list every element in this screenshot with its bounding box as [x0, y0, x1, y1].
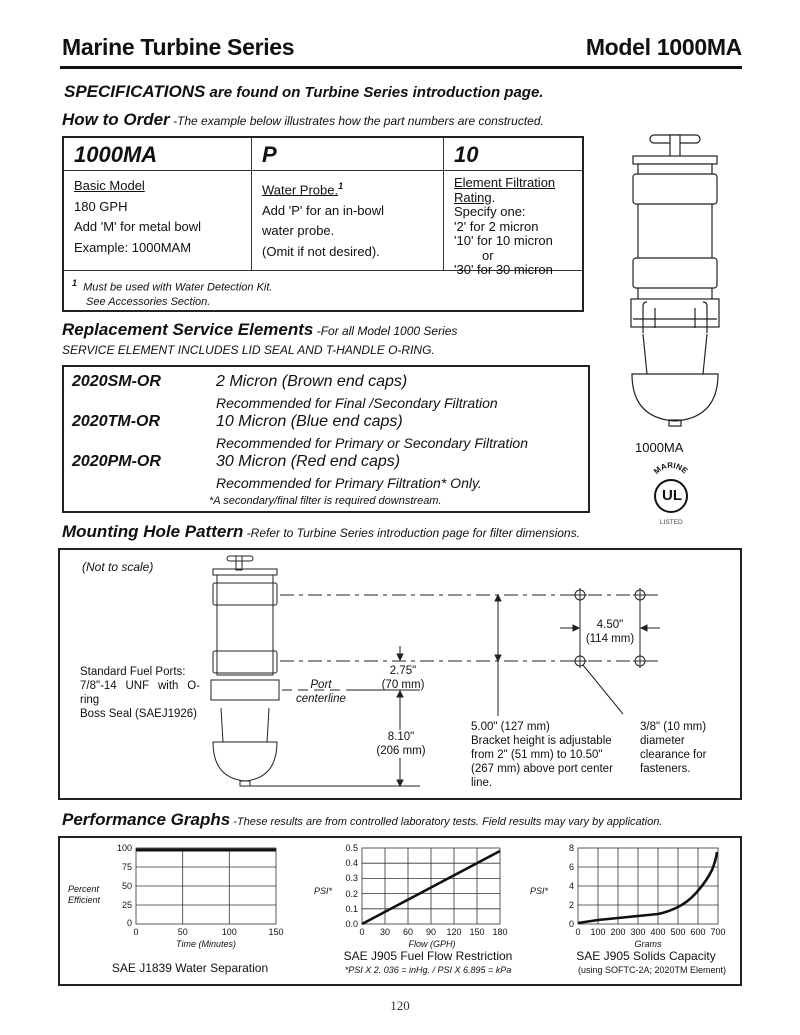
element-code: 2020PM-OR	[72, 453, 161, 470]
x-tick: 150	[469, 927, 485, 937]
rating-specify: Specify one:	[454, 204, 526, 219]
x-tick: 0	[359, 927, 365, 937]
y-tick: 0	[126, 918, 132, 928]
replacement-heading	[62, 320, 457, 340]
rating-2-micron: '2' for 2 micron	[454, 218, 539, 234]
mounting-title: Mounting Hole Pattern	[62, 522, 244, 541]
replacement-subtitle: -For all Model 1000 Series	[313, 324, 458, 338]
model-metal-bowl: Add 'M' for metal bowl	[74, 219, 202, 234]
fuel-ports-line-1: Standard Fuel Ports:	[80, 666, 186, 678]
order-code-model: 1000MA	[74, 142, 158, 167]
chart-title: SAE J905 Fuel Flow Restriction	[343, 949, 513, 963]
element-desc: 10 Micron (Blue end caps)	[216, 413, 403, 430]
x-tick: 100	[590, 927, 606, 937]
y-axis-label: PSI*	[314, 886, 333, 896]
y-tick: 0.5	[345, 843, 358, 853]
probe-line-1: Add 'P' for an in-bowl	[262, 202, 385, 218]
bracket-line-5: line.	[471, 777, 493, 789]
specifications-text: are found on Turbine Series introduction page.	[205, 84, 544, 101]
hole-note	[640, 720, 706, 776]
order-cell-probe	[262, 176, 384, 262]
dim-275-in: 2.75"	[389, 665, 417, 677]
replacement-title: Replacement Service Elements	[62, 320, 314, 339]
bracket-line-2: Bracket height is adjustable	[471, 735, 612, 747]
ul-marine-listed-icon	[646, 460, 696, 528]
x-tick: 150	[268, 927, 284, 937]
hole-line-4: fasteners.	[640, 763, 691, 775]
water-probe-heading	[262, 176, 384, 201]
series-title: Marine Turbine Series	[62, 34, 295, 60]
y-tick: 6	[568, 862, 574, 872]
specifications-label: SPECIFICATIONS	[64, 82, 206, 101]
performance-title: Performance Graphs	[62, 810, 231, 829]
x-axis-label: Time (Minutes)	[176, 939, 236, 949]
bracket-note	[471, 720, 613, 790]
rating-10-micron: '10' for 10 micron	[454, 233, 553, 248]
element-desc: 2 Micron (Brown end caps)	[216, 373, 408, 390]
footnote-line-2: See Accessories Section.	[86, 295, 211, 308]
x-tick: 600	[690, 927, 706, 937]
water-separation-chart	[60, 838, 290, 984]
order-code-probe: P	[262, 142, 277, 167]
x-tick: 60	[402, 927, 414, 937]
capacity-curve	[578, 852, 717, 923]
dim-450	[585, 618, 635, 646]
water-probe-footnote-ref: 1	[338, 181, 344, 191]
fuel-ports-line-2: 7/8"-14 UNF with O-ring	[80, 680, 200, 706]
probe-line-3: (Omit if not desired).	[262, 243, 380, 259]
fuel-ports-note	[80, 665, 200, 721]
port-centerline-label	[296, 678, 346, 706]
bracket-line-3: from 2" (51 mm) to 10.50"	[471, 749, 603, 761]
rating-30-micron: '30' for 30 micron	[454, 262, 553, 277]
hole-line-1: 3/8" (10 mm)	[640, 721, 707, 733]
y-tick: 50	[121, 881, 132, 891]
filter-illustration	[600, 128, 750, 428]
order-code-rating: 10	[454, 142, 479, 167]
hole-line-2: diameter	[640, 735, 685, 747]
model-example: Example: 1000MAM	[74, 239, 192, 255]
mounting-subtitle: -Refer to Turbine Series introduction page for filter dimensions.	[243, 526, 580, 540]
x-tick: 90	[425, 927, 437, 937]
solids-capacity-chart	[516, 838, 742, 984]
dim-810	[373, 730, 429, 758]
order-cell-rating	[454, 176, 555, 278]
dim-450-in: 4.50"	[596, 619, 624, 631]
y-axis-label: PSI*	[530, 886, 549, 896]
centerline-label: centerline	[296, 693, 346, 705]
chart-subtitle: (using SOFTC-2A; 2020TM Element)	[577, 965, 727, 975]
y-axis-label-1: Percent	[68, 884, 100, 894]
bracket-line-1: 5.00" (127 mm)	[471, 721, 550, 733]
order-cell-model	[74, 176, 201, 258]
rating-or: or	[482, 247, 494, 263]
model-title: Model 1000MA	[585, 34, 742, 60]
element-recommendation: Recommended for Final /Secondary Filtration	[216, 395, 498, 411]
model-capacity: 180 GPH	[74, 198, 128, 214]
order-header-divider	[64, 170, 582, 171]
dim-275-mm: (70 mm)	[381, 679, 425, 691]
rating-heading-2-wrap: Rating.	[454, 189, 496, 205]
y-tick: 0	[568, 919, 574, 929]
x-tick: 180	[492, 927, 508, 937]
performance-heading	[62, 810, 662, 830]
fuel-flow-restriction-chart	[292, 838, 522, 984]
rating-heading-2: Rating	[454, 189, 492, 205]
y-tick: 75	[121, 862, 132, 872]
element-code: 2020TM-OR	[72, 413, 161, 430]
x-tick: 0	[133, 927, 139, 937]
performance-graphs-box	[58, 836, 742, 986]
illustration-label: 1000MA	[635, 440, 684, 455]
x-tick: 30	[379, 927, 391, 937]
chart-title: SAE J1839 Water Separation	[111, 961, 269, 975]
x-tick: 50	[177, 927, 188, 937]
ul-badge-bottom-text: LISTED	[660, 519, 683, 526]
y-tick: 4	[568, 881, 574, 891]
psi-conversion-note: *PSI X 2. 036 = inHg. / PSI X 6.895 = kPa	[344, 965, 512, 975]
y-tick: 0.0	[345, 919, 358, 929]
how-to-order-heading	[62, 110, 544, 130]
y-tick: 0.1	[345, 904, 358, 914]
replacement-elements-box	[62, 365, 590, 513]
specifications-note	[64, 82, 543, 102]
port-label: Port	[310, 679, 332, 691]
x-axis-label: Grams	[634, 939, 662, 949]
header-rule	[60, 66, 742, 69]
page-number: 120	[390, 998, 410, 1013]
y-tick: 25	[121, 900, 132, 910]
y-tick: 2	[568, 900, 574, 910]
y-axis-label-2: Efficient	[68, 895, 101, 905]
x-tick: 0	[575, 927, 581, 937]
x-tick: 100	[221, 927, 237, 937]
dim-810-mm: (206 mm)	[376, 745, 426, 757]
x-tick: 120	[446, 927, 462, 937]
order-footnote	[72, 276, 272, 309]
y-tick: 0.3	[345, 873, 358, 883]
element-recommendation: Recommended for Primary Filtration* Only.	[216, 475, 482, 491]
bracket-line-4: (267 mm) above port center	[471, 763, 613, 775]
performance-subtitle: -These results are from controlled laboratory tests. Field results may vary by application.	[230, 816, 663, 828]
basic-model-heading: Basic Model	[74, 178, 145, 193]
dim-810-in: 8.10"	[387, 731, 415, 743]
x-tick: 700	[710, 927, 726, 937]
how-to-order-subtitle: -The example below illustrates how the part numbers are constructed.	[169, 114, 544, 128]
element-desc: 30 Micron (Red end caps)	[216, 453, 401, 470]
x-axis-label: Flow (GPH)	[408, 939, 456, 949]
x-tick: 200	[610, 927, 626, 937]
dim-275	[378, 664, 428, 692]
water-probe-label: Water Probe.	[262, 182, 339, 198]
x-tick: 400	[650, 927, 666, 937]
fuel-ports-line-3: Boss Seal (SAEJ1926)	[80, 708, 197, 720]
footnote-line-1: Must be used with Water Detection Kit.	[83, 281, 273, 294]
how-to-order-title: How to Order	[62, 110, 170, 129]
element-code: 2020SM-OR	[72, 373, 161, 390]
y-tick: 8	[568, 843, 574, 853]
x-tick: 300	[630, 927, 646, 937]
hole-line-3: clearance for	[640, 749, 707, 761]
ul-badge-mark: UL	[662, 487, 682, 504]
svg-text:MARINE	[652, 461, 690, 476]
asterisk-note: *A secondary/final filter is required downstream.	[209, 495, 442, 507]
dim-450-mm: (114 mm)	[585, 633, 635, 645]
y-tick: 0.2	[345, 889, 358, 899]
chart-title: SAE J905 Solids Capacity	[576, 949, 716, 963]
mounting-diagram-box	[58, 548, 742, 800]
footnote-marker: 1	[72, 278, 78, 288]
probe-line-2: water probe.	[262, 223, 335, 239]
rating-heading-1: Element Filtration	[454, 175, 556, 190]
y-tick: 0.4	[345, 858, 358, 868]
replacement-note: SERVICE ELEMENT INCLUDES LID SEAL AND T-HANDLE O-RING.	[62, 343, 435, 357]
x-tick: 500	[670, 927, 686, 937]
y-tick: 100	[116, 843, 132, 853]
ul-badge-top-text: MARINE	[652, 460, 690, 477]
order-table	[62, 136, 584, 312]
element-recommendation: Recommended for Primary or Secondary Filtration	[216, 435, 529, 451]
mounting-heading	[62, 522, 580, 542]
not-to-scale-note: (Not to scale)	[82, 560, 154, 574]
